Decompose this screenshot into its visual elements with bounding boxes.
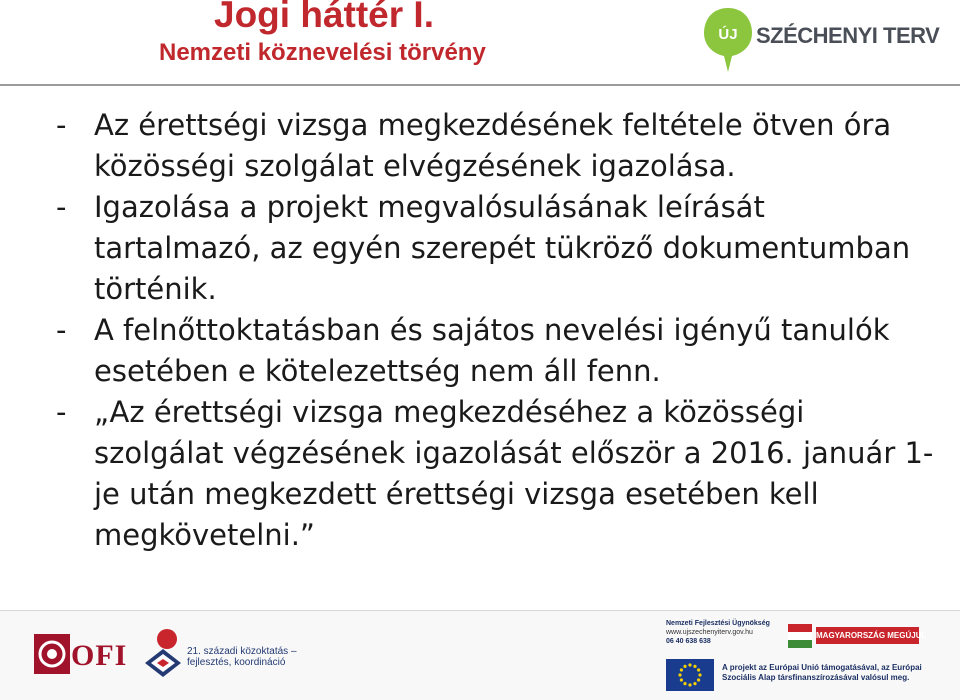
bullet-dash: - [56,108,67,142]
bullet-item [56,310,936,392]
bullet-text: Az érettségi vizsga megkezdésének feltétele ötven óra közösségi szolgálat elvégzésének igazolása. [94,108,892,183]
ofi-logo-text: OFI [71,639,128,672]
bullet-dash: - [56,313,67,347]
uj-badge-text: ÚJ [718,26,738,43]
bullet-item [56,187,936,310]
slide-title: Jogi háttér I. [214,0,434,35]
kozoktatas-21-logo [139,625,297,687]
bullet-dash: - [56,395,67,429]
hungarian-flag-icon [788,624,812,648]
bullet-text: A felnőttoktatásban és sajátos nevelési igényű tanulók esetében e kötelezettség nem áll fenn. [94,313,890,388]
nfu-contact [666,619,806,654]
eu-funding-line-1: A projekt az Európai Unió támogatásával, az Európai [722,663,922,672]
header-divider [0,84,960,86]
szechenyi-terv-logo [702,6,942,76]
bullet-item [56,392,936,556]
k21-emblem-icon [139,625,185,687]
bullet-list [56,105,936,556]
nfu-phone: 06 40 638 638 [666,638,711,645]
nfu-url: www.ujszechenyiterv.gov.hu [666,629,753,636]
magyarorszag-megujul-badge: MAGYARORSZÁG MEGÚJUL [816,627,919,644]
eu-funding-text [722,663,952,683]
ofi-swirl-icon [34,630,74,678]
k21-line-2: fejlesztés, koordináció [187,657,286,668]
slide-subtitle: Nemzeti köznevelési törvény [159,39,486,66]
bullet-dash: - [56,190,67,224]
uj-leaf-icon [702,6,754,76]
ofi-logo [34,630,126,678]
k21-line-1: 21. századi közoktatás – [187,646,297,657]
eu-funding-line-2: Szociális Alap társfinanszírozásával valósul meg. [722,673,910,682]
bullet-item [56,105,936,187]
szechenyi-terv-text: SZÉCHENYI TERV [756,23,940,48]
k21-text [187,646,297,668]
bullet-text: Igazolása a projekt megvalósulásának leírását tartalmazó, az egyén szerepét tükröző dokumentumban történik. [94,190,911,306]
nfu-name: Nemzeti Fejlesztési Ügynökség [666,620,770,627]
eu-flag-icon [666,659,714,691]
bullet-text: „Az érettségi vizsga megkezdéséhez a közösségi szolgálat végzésének igazolását először a 2016. január 1-je után megkezdett érettségi vizsga esetében kell megkövetelni.” [94,395,934,552]
